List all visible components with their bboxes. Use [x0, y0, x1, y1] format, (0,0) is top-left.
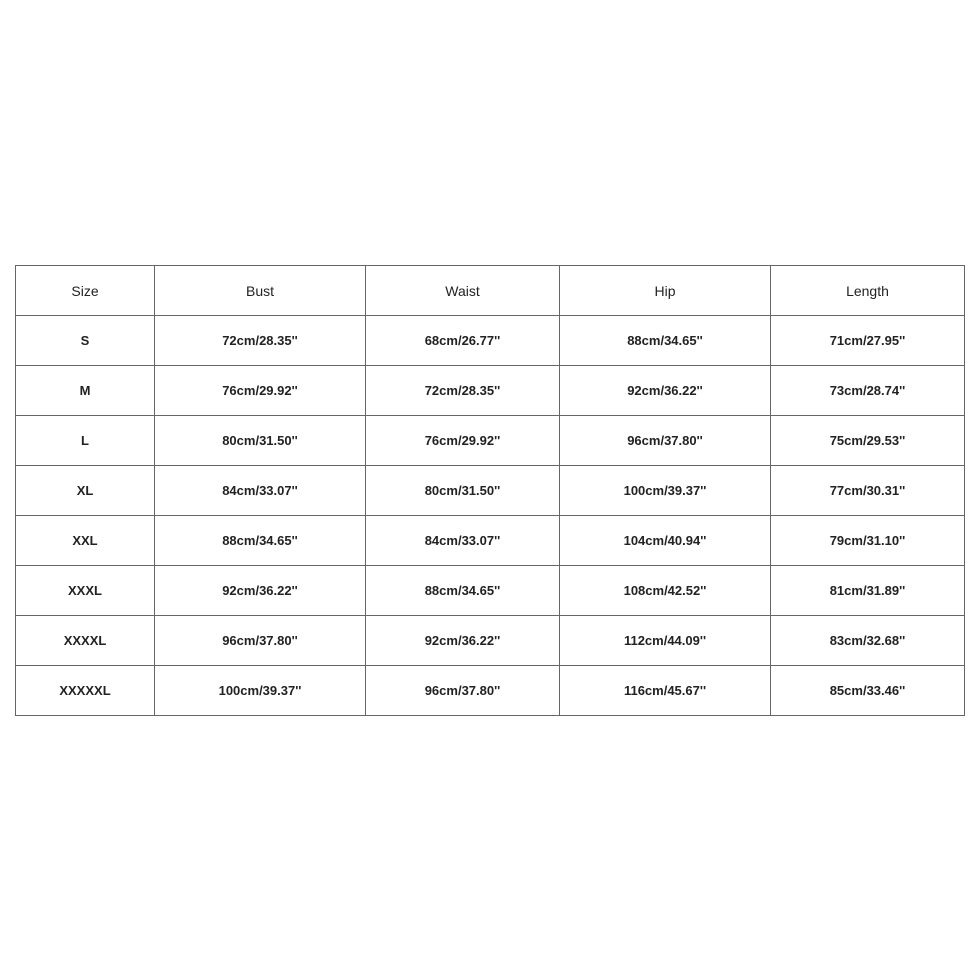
cell-size: M	[16, 366, 155, 416]
cell-hip: 92cm/36.22''	[560, 366, 771, 416]
cell-hip: 88cm/34.65''	[560, 316, 771, 366]
header-length: Length	[771, 266, 965, 316]
cell-bust: 84cm/33.07''	[155, 466, 366, 516]
cell-size: XXXL	[16, 566, 155, 616]
header-hip: Hip	[560, 266, 771, 316]
cell-hip: 96cm/37.80''	[560, 416, 771, 466]
cell-waist: 72cm/28.35''	[366, 366, 560, 416]
header-row	[16, 266, 965, 316]
cell-size: XXL	[16, 516, 155, 566]
table-row	[16, 516, 965, 566]
table-row	[16, 366, 965, 416]
cell-size: S	[16, 316, 155, 366]
header-waist: Waist	[366, 266, 560, 316]
cell-hip: 104cm/40.94''	[560, 516, 771, 566]
cell-length: 73cm/28.74''	[771, 366, 965, 416]
cell-bust: 80cm/31.50''	[155, 416, 366, 466]
cell-bust: 96cm/37.80''	[155, 616, 366, 666]
cell-waist: 68cm/26.77''	[366, 316, 560, 366]
cell-length: 75cm/29.53''	[771, 416, 965, 466]
table-row	[16, 416, 965, 466]
cell-length: 83cm/32.68''	[771, 616, 965, 666]
cell-waist: 88cm/34.65''	[366, 566, 560, 616]
size-chart-table	[15, 265, 965, 716]
table-row	[16, 566, 965, 616]
cell-bust: 76cm/29.92''	[155, 366, 366, 416]
cell-length: 79cm/31.10''	[771, 516, 965, 566]
cell-hip: 116cm/45.67''	[560, 666, 771, 716]
cell-hip: 108cm/42.52''	[560, 566, 771, 616]
cell-waist: 84cm/33.07''	[366, 516, 560, 566]
cell-waist: 92cm/36.22''	[366, 616, 560, 666]
table-row	[16, 466, 965, 516]
cell-length: 77cm/30.31''	[771, 466, 965, 516]
header-size: Size	[16, 266, 155, 316]
cell-bust: 100cm/39.37''	[155, 666, 366, 716]
cell-waist: 76cm/29.92''	[366, 416, 560, 466]
table-row	[16, 666, 965, 716]
cell-hip: 112cm/44.09''	[560, 616, 771, 666]
cell-bust: 72cm/28.35''	[155, 316, 366, 366]
cell-length: 81cm/31.89''	[771, 566, 965, 616]
header-bust: Bust	[155, 266, 366, 316]
cell-size: XXXXL	[16, 616, 155, 666]
cell-waist: 80cm/31.50''	[366, 466, 560, 516]
cell-hip: 100cm/39.37''	[560, 466, 771, 516]
cell-size: XL	[16, 466, 155, 516]
cell-size: L	[16, 416, 155, 466]
cell-size: XXXXXL	[16, 666, 155, 716]
table-row	[16, 616, 965, 666]
cell-length: 71cm/27.95''	[771, 316, 965, 366]
cell-bust: 88cm/34.65''	[155, 516, 366, 566]
cell-length: 85cm/33.46''	[771, 666, 965, 716]
table-row	[16, 316, 965, 366]
cell-bust: 92cm/36.22''	[155, 566, 366, 616]
cell-waist: 96cm/37.80''	[366, 666, 560, 716]
